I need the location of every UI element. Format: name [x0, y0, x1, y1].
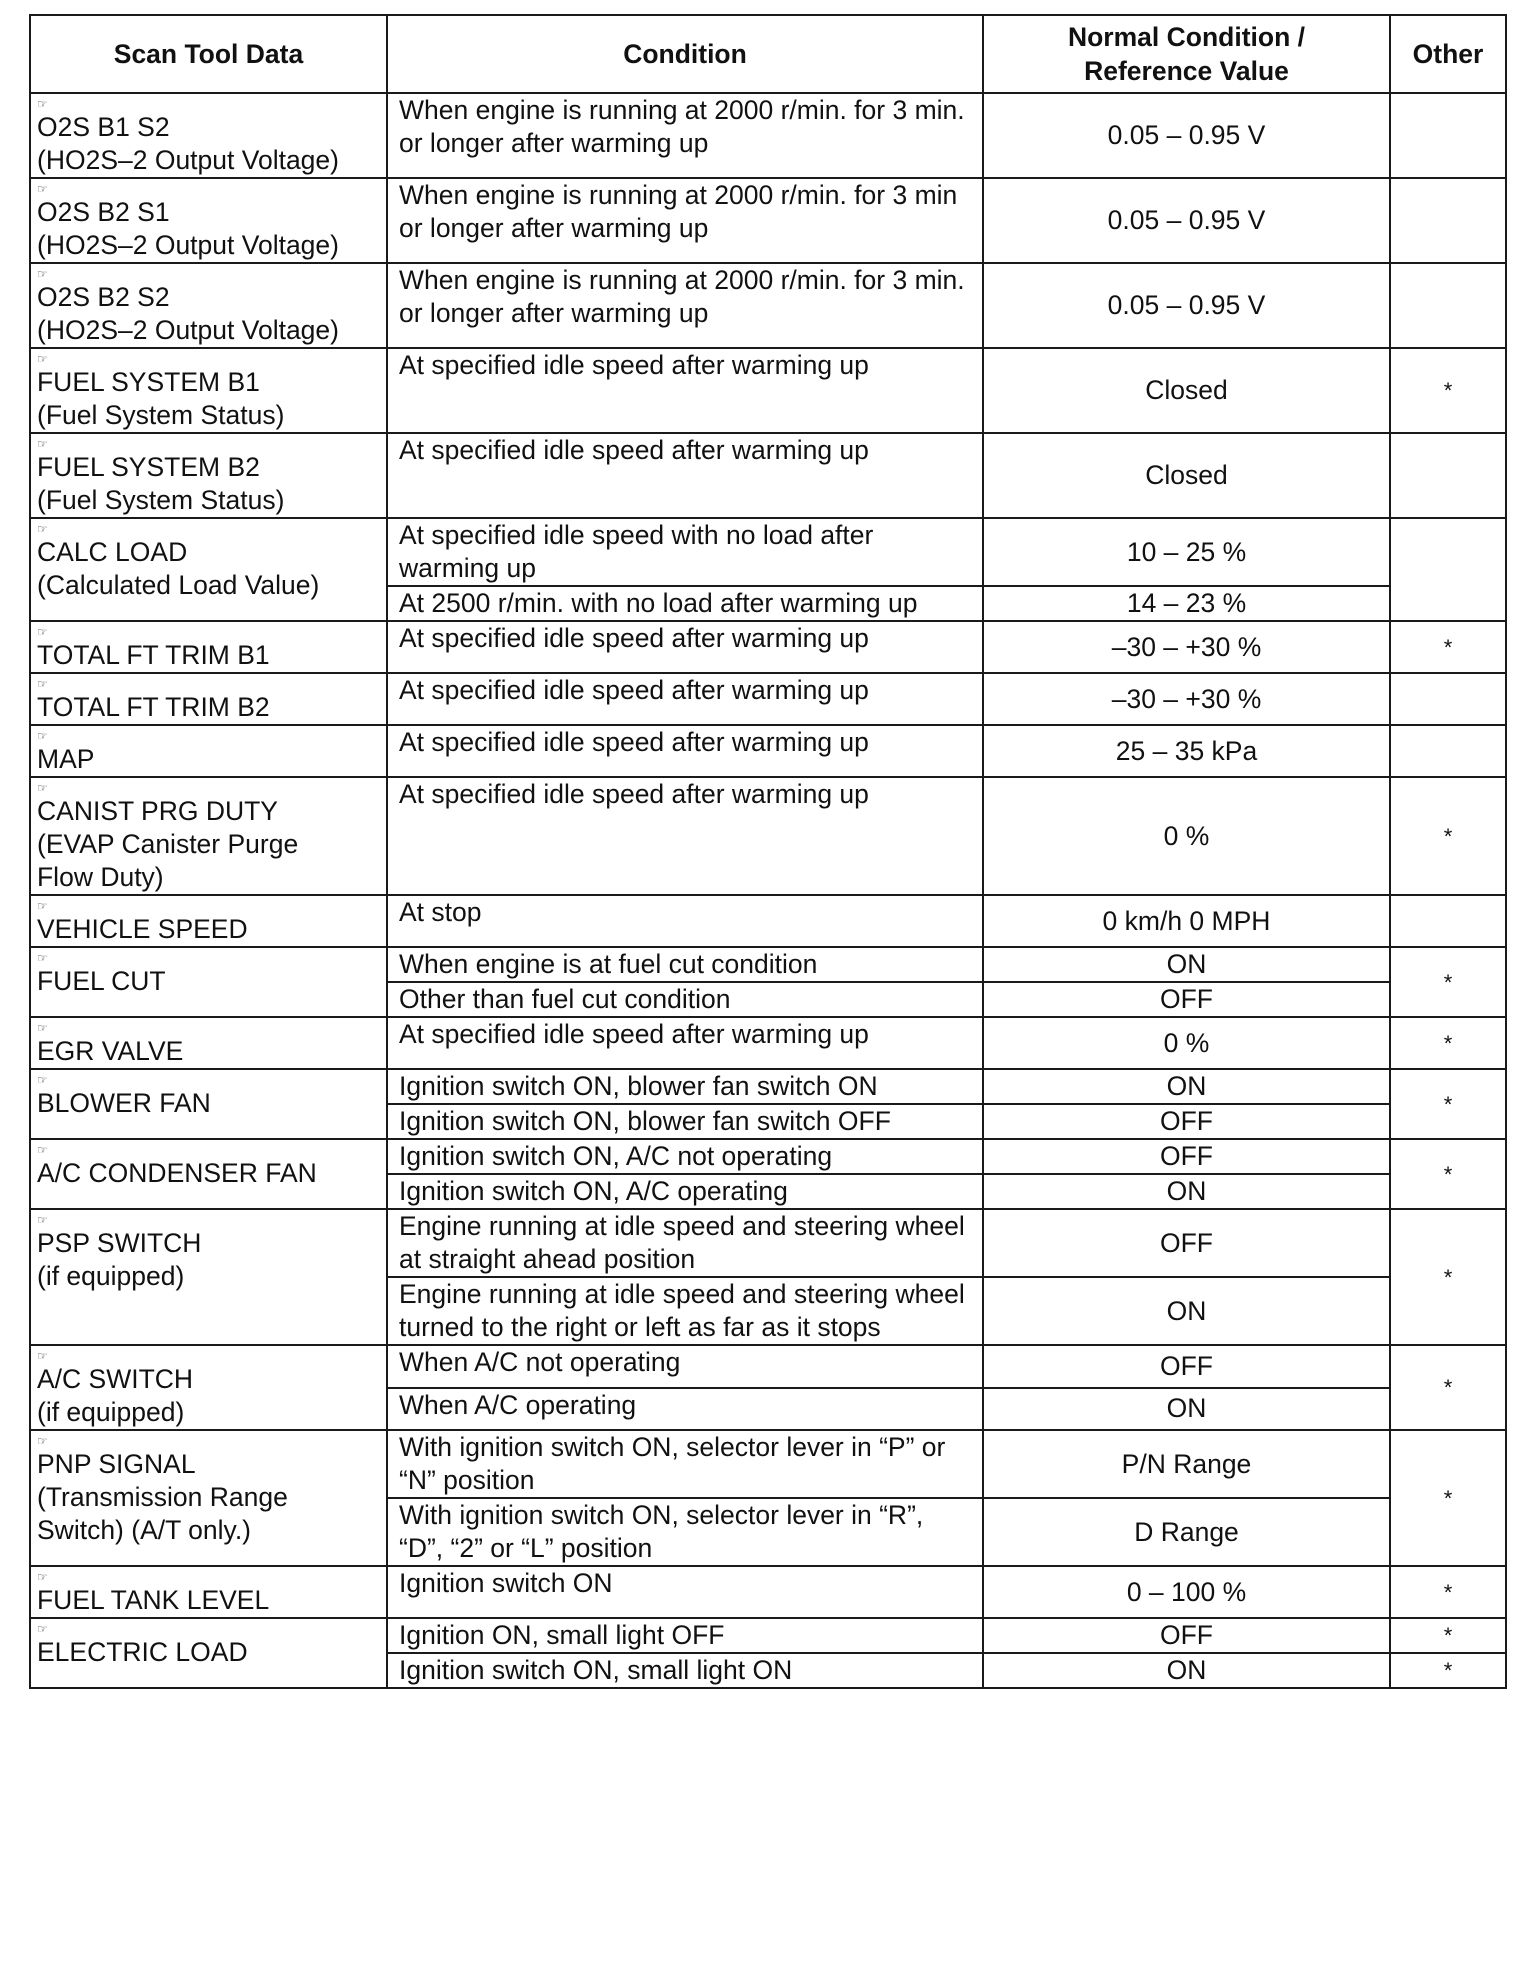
other-cell: *	[1390, 621, 1506, 673]
table-row	[30, 725, 1506, 777]
other-cell	[1390, 518, 1506, 621]
scan-tool-item-label: FUEL CUT	[37, 966, 166, 996]
reference-value-cell: OFF	[983, 982, 1390, 1017]
scan-tool-item-label: TOTAL FT TRIM B2	[37, 692, 270, 722]
scan-tool-item	[30, 621, 387, 673]
scan-tool-item	[30, 947, 387, 1017]
condition-cell: At specified idle speed after warming up	[387, 725, 983, 777]
scan-tool-item-label: A/C CONDENSER FAN	[37, 1158, 317, 1188]
scan-tool-item-label: A/C SWITCH	[37, 1364, 194, 1394]
condition-cell: When A/C operating	[387, 1388, 983, 1431]
scan-tool-item	[30, 1069, 387, 1139]
other-cell: *	[1390, 1139, 1506, 1209]
reference-value-cell: OFF	[983, 1139, 1390, 1174]
table-row	[30, 178, 1506, 263]
hand-pointer-icon: ☞	[37, 677, 47, 691]
reference-value-cell: D Range	[983, 1498, 1390, 1566]
scan-tool-item-label: (HO2S–2 Output Voltage)	[37, 230, 339, 260]
scan-tool-item	[30, 433, 387, 518]
table-row	[30, 1345, 1506, 1388]
table-row	[30, 673, 1506, 725]
table-header-row	[30, 15, 1506, 93]
condition-cell: Ignition ON, small light OFF	[387, 1618, 983, 1653]
other-cell	[1390, 178, 1506, 263]
scan-tool-item-label: CANIST PRG DUTY	[37, 796, 278, 826]
other-cell	[1390, 263, 1506, 348]
hand-pointer-icon: ☞	[37, 1570, 47, 1584]
table-row	[30, 1430, 1506, 1498]
reference-value-cell: 25 – 35 kPa	[983, 725, 1390, 777]
other-cell	[1390, 725, 1506, 777]
hand-pointer-icon: ☞	[37, 625, 47, 639]
hand-pointer-icon: ☞	[37, 1434, 47, 1448]
condition-cell: At specified idle speed after warming up	[387, 433, 983, 518]
condition-cell: Ignition switch ON, A/C operating	[387, 1174, 983, 1209]
reference-value-cell: 0 – 100 %	[983, 1566, 1390, 1618]
table-row	[30, 777, 1506, 895]
table-row	[30, 433, 1506, 518]
reference-value-cell: Closed	[983, 348, 1390, 433]
other-cell: *	[1390, 1069, 1506, 1139]
other-cell: *	[1390, 1653, 1506, 1688]
table-row	[30, 1618, 1506, 1653]
reference-value-cell: P/N Range	[983, 1430, 1390, 1498]
other-cell: *	[1390, 348, 1506, 433]
scan-tool-item-label: O2S B1 S2	[37, 112, 170, 142]
hand-pointer-icon: ☞	[37, 437, 47, 451]
table-row	[30, 93, 1506, 178]
scan-tool-item-label: Flow Duty)	[37, 862, 164, 892]
other-cell: *	[1390, 1017, 1506, 1069]
condition-cell: Ignition switch ON, A/C not operating	[387, 1139, 983, 1174]
condition-cell: At specified idle speed after warming up	[387, 621, 983, 673]
scan-tool-item-label: (EVAP Canister Purge	[37, 829, 299, 859]
scan-tool-item-label: FUEL SYSTEM B2	[37, 452, 260, 482]
scan-tool-item	[30, 263, 387, 348]
scan-tool-item-label: (if equipped)	[37, 1261, 185, 1291]
hand-pointer-icon: ☞	[37, 1021, 47, 1035]
reference-value-cell: 0.05 – 0.95 V	[983, 178, 1390, 263]
reference-value-cell: –30 – +30 %	[983, 621, 1390, 673]
condition-cell: At stop	[387, 895, 983, 947]
condition-cell: At specified idle speed after warming up	[387, 777, 983, 895]
other-cell	[1390, 433, 1506, 518]
scan-tool-item-label: BLOWER FAN	[37, 1088, 211, 1118]
hand-pointer-icon: ☞	[37, 97, 47, 111]
table-row	[30, 1139, 1506, 1174]
reference-value-cell: 10 – 25 %	[983, 518, 1390, 586]
scan-tool-item	[30, 895, 387, 947]
scan-tool-item-label: Switch) (A/T only.)	[37, 1515, 252, 1545]
scan-tool-item-label: (Transmission Range	[37, 1482, 288, 1512]
scan-tool-item-label: VEHICLE SPEED	[37, 914, 248, 944]
reference-value-cell: ON	[983, 1388, 1390, 1431]
table-row	[30, 1069, 1506, 1104]
header-normal-line2: Reference Value	[1084, 56, 1289, 86]
header-condition: Condition	[387, 15, 983, 93]
hand-pointer-icon: ☞	[37, 1073, 47, 1087]
scan-tool-item-label: EGR VALVE	[37, 1036, 184, 1066]
scan-tool-item	[30, 1139, 387, 1209]
reference-value-cell: Closed	[983, 433, 1390, 518]
reference-value-cell: 0 %	[983, 777, 1390, 895]
scan-tool-item-label: FUEL TANK LEVEL	[37, 1585, 270, 1615]
scan-tool-item	[30, 1345, 387, 1430]
condition-cell: Ignition switch ON	[387, 1566, 983, 1618]
scan-tool-item	[30, 348, 387, 433]
hand-pointer-icon: ☞	[37, 951, 47, 965]
reference-value-cell: OFF	[983, 1104, 1390, 1139]
table-row	[30, 947, 1506, 982]
scan-tool-item	[30, 178, 387, 263]
table-row	[30, 1017, 1506, 1069]
reference-value-cell: 0 km/h 0 MPH	[983, 895, 1390, 947]
reference-value-cell: 0 %	[983, 1017, 1390, 1069]
header-scan-tool-data: Scan Tool Data	[30, 15, 387, 93]
table-row	[30, 348, 1506, 433]
table-row	[30, 1566, 1506, 1618]
reference-value-cell: ON	[983, 1653, 1390, 1688]
scan-tool-item-label: FUEL SYSTEM B1	[37, 367, 260, 397]
scan-tool-item-label: (Calculated Load Value)	[37, 570, 320, 600]
reference-value-cell: ON	[983, 1174, 1390, 1209]
condition-cell: With ignition switch ON, selector lever in “P” or “N” position	[387, 1430, 983, 1498]
scan-tool-item	[30, 725, 387, 777]
scan-tool-item-label: (Fuel System Status)	[37, 400, 285, 430]
scan-tool-item	[30, 93, 387, 178]
reference-value-cell: OFF	[983, 1209, 1390, 1277]
scan-tool-item-label: PNP SIGNAL	[37, 1449, 196, 1479]
hand-pointer-icon: ☞	[37, 1349, 47, 1363]
scan-tool-item-label: MAP	[37, 744, 95, 774]
scan-tool-item	[30, 1618, 387, 1688]
scan-tool-item	[30, 1430, 387, 1566]
condition-cell: At specified idle speed with no load after warming up	[387, 518, 983, 586]
scan-tool-item	[30, 1566, 387, 1618]
table-row	[30, 895, 1506, 947]
scan-tool-item-label: ELECTRIC LOAD	[37, 1637, 248, 1667]
hand-pointer-icon: ☞	[37, 729, 47, 743]
condition-cell: When A/C not operating	[387, 1345, 983, 1388]
other-cell: *	[1390, 1566, 1506, 1618]
scan-tool-item	[30, 777, 387, 895]
condition-cell: Ignition switch ON, blower fan switch OFF	[387, 1104, 983, 1139]
condition-cell: When engine is at fuel cut condition	[387, 947, 983, 982]
scan-tool-item-label: (if equipped)	[37, 1397, 185, 1427]
condition-cell: Other than fuel cut condition	[387, 982, 983, 1017]
header-normal-line1: Normal Condition /	[1067, 22, 1305, 52]
condition-cell: Engine running at idle speed and steering wheel at straight ahead position	[387, 1209, 983, 1277]
other-cell: *	[1390, 947, 1506, 1017]
other-cell: *	[1390, 1345, 1506, 1430]
condition-cell: At specified idle speed after warming up	[387, 673, 983, 725]
condition-cell: Engine running at idle speed and steering wheel turned to the right or left as far as it stops	[387, 1277, 983, 1345]
table-row	[30, 1209, 1506, 1277]
scan-tool-item-label: (HO2S–2 Output Voltage)	[37, 145, 339, 175]
reference-value-cell: 0.05 – 0.95 V	[983, 263, 1390, 348]
other-cell: *	[1390, 1618, 1506, 1653]
hand-pointer-icon: ☞	[37, 522, 47, 536]
scan-tool-item-label: CALC LOAD	[37, 537, 188, 567]
other-cell: *	[1390, 777, 1506, 895]
header-normal-condition	[983, 15, 1390, 93]
condition-cell: At 2500 r/min. with no load after warming up	[387, 586, 983, 621]
scan-tool-item-label: TOTAL FT TRIM B1	[37, 640, 270, 670]
reference-value-cell: ON	[983, 947, 1390, 982]
scan-tool-data-table	[29, 14, 1507, 1689]
hand-pointer-icon: ☞	[37, 352, 47, 366]
condition-cell: When engine is running at 2000 r/min. for 3 min or longer after warming up	[387, 178, 983, 263]
other-cell	[1390, 673, 1506, 725]
reference-value-cell: 14 – 23 %	[983, 586, 1390, 621]
reference-value-cell: ON	[983, 1277, 1390, 1345]
condition-cell: At specified idle speed after warming up	[387, 348, 983, 433]
hand-pointer-icon: ☞	[37, 1213, 47, 1227]
reference-value-cell: 0.05 – 0.95 V	[983, 93, 1390, 178]
condition-cell: At specified idle speed after warming up	[387, 1017, 983, 1069]
condition-cell: With ignition switch ON, selector lever in “R”, “D”, “2” or “L” position	[387, 1498, 983, 1566]
header-other: Other	[1390, 15, 1506, 93]
condition-cell: Ignition switch ON, small light ON	[387, 1653, 983, 1688]
reference-value-cell: ON	[983, 1069, 1390, 1104]
hand-pointer-icon: ☞	[37, 781, 47, 795]
hand-pointer-icon: ☞	[37, 1143, 47, 1157]
table-row	[30, 263, 1506, 348]
hand-pointer-icon: ☞	[37, 267, 47, 281]
reference-value-cell: –30 – +30 %	[983, 673, 1390, 725]
scan-tool-item-label: O2S B2 S1	[37, 197, 170, 227]
scan-tool-item-label: (HO2S–2 Output Voltage)	[37, 315, 339, 345]
condition-cell: Ignition switch ON, blower fan switch ON	[387, 1069, 983, 1104]
other-cell: *	[1390, 1209, 1506, 1345]
hand-pointer-icon: ☞	[37, 899, 47, 913]
other-cell	[1390, 93, 1506, 178]
condition-cell: When engine is running at 2000 r/min. for 3 min. or longer after warming up	[387, 93, 983, 178]
table-row	[30, 621, 1506, 673]
scan-tool-data-sheet	[29, 14, 1505, 1689]
scan-tool-item	[30, 1209, 387, 1345]
scan-tool-item	[30, 518, 387, 621]
other-cell	[1390, 895, 1506, 947]
table-body	[30, 93, 1506, 1688]
scan-tool-item-label: O2S B2 S2	[37, 282, 170, 312]
hand-pointer-icon: ☞	[37, 182, 47, 196]
other-cell: *	[1390, 1430, 1506, 1566]
scan-tool-item	[30, 1017, 387, 1069]
scan-tool-item-label: PSP SWITCH	[37, 1228, 202, 1258]
reference-value-cell: OFF	[983, 1618, 1390, 1653]
scan-tool-item-label: (Fuel System Status)	[37, 485, 285, 515]
hand-pointer-icon: ☞	[37, 1622, 47, 1636]
condition-cell: When engine is running at 2000 r/min. for 3 min. or longer after warming up	[387, 263, 983, 348]
reference-value-cell: OFF	[983, 1345, 1390, 1388]
table-row	[30, 518, 1506, 586]
scan-tool-item	[30, 673, 387, 725]
